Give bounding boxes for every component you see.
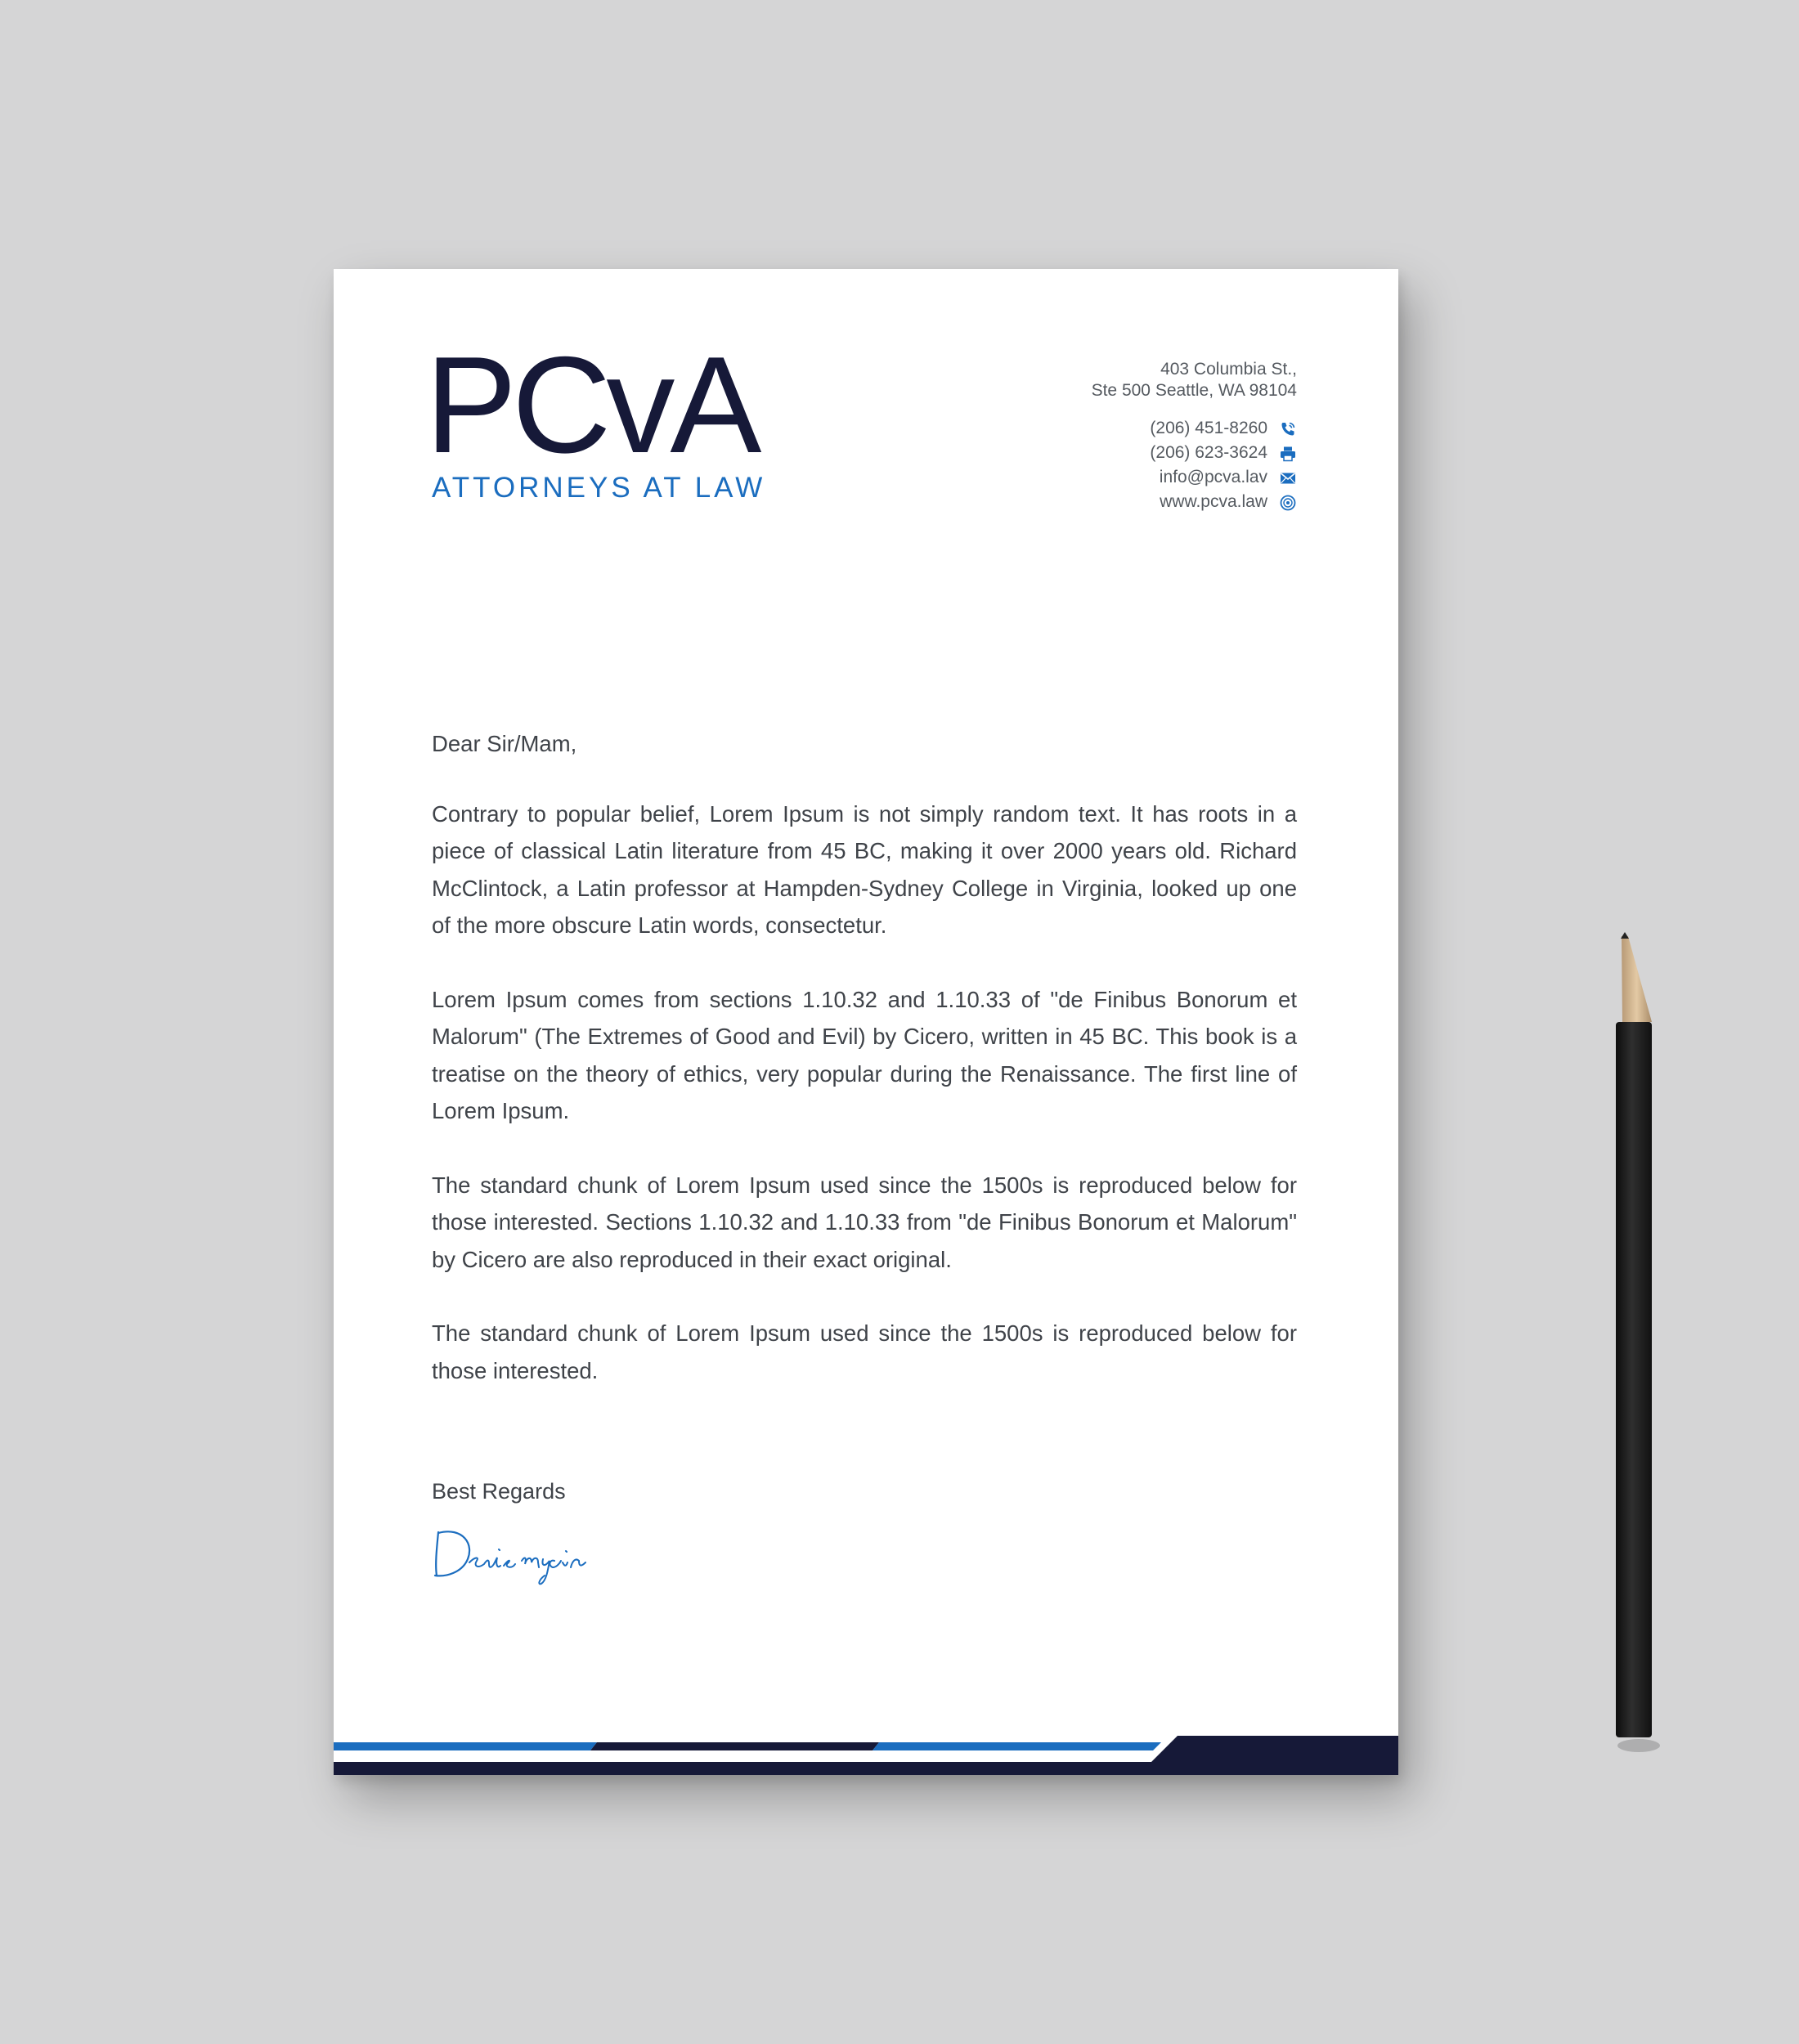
contact-block (1092, 359, 1297, 515)
paragraph-3: The standard chunk of Lorem Ipsum used since the 1500s is reproduced below for those interested. Sections 1.10.32 and 1.10.33 from "de Finibus Bonorum et Malorum" by Cicero are also reproduced in their exact original. (432, 1172, 1297, 1272)
printer-icon (1279, 445, 1297, 463)
letterhead-page (334, 269, 1398, 1775)
phone-icon (1279, 420, 1297, 438)
footer-stripes (334, 1736, 1398, 1775)
logo-wordmark: PCvA (425, 328, 757, 482)
pencil (1595, 932, 1676, 1758)
email-address: info@pcva.lav (1159, 468, 1267, 487)
paragraph-1: Contrary to popular belief, Lorem Ipsum is not simply random text. It has roots in a piece of classical Latin literature from 45 BC, making it over 2000 years old. Richard McClintock, a Latin professor at Hampden-Sydney College in Virginia, looked up one of the more obscure Latin words, consectetur. (432, 800, 1297, 938)
contact-phone (1092, 417, 1297, 442)
fax-number: (206) 623-3624 (1150, 443, 1267, 463)
address (1092, 359, 1297, 402)
phone-number: (206) 451-8260 (1150, 419, 1267, 438)
contact-website (1092, 491, 1297, 515)
signature (430, 1512, 626, 1585)
website-url: www.pcva.law (1160, 492, 1267, 512)
contact-email (1092, 466, 1297, 491)
address-line-1: 403 Columbia St., (1160, 360, 1297, 379)
paragraph-4: The standard chunk of Lorem Ipsum used since the 1500s is reproduced below for those interested. (432, 1320, 1297, 1383)
letter-body (432, 725, 1297, 1426)
contact-fax (1092, 442, 1297, 466)
address-line-2: Ste 500 Seattle, WA 98104 (1091, 381, 1297, 401)
globe-icon (1279, 494, 1297, 512)
closing: Best Regards (432, 1479, 566, 1504)
logo-tagline: ATTORNEYS AT LAW (432, 472, 766, 504)
paragraph-2: Lorem Ipsum comes from sections 1.10.32 and 1.10.33 of "de Finibus Bonorum et Malorum" (The Extremes of Good and Evil) by Cicero, written in 45 BC. This book is a treatise on the theory of ethics, very popular during the Renaissance. The first line of Lorem Ipsum. (432, 986, 1297, 1123)
greeting: Dear Sir/Mam, (432, 731, 577, 756)
envelope-icon (1279, 469, 1297, 487)
company-logo (425, 328, 783, 514)
